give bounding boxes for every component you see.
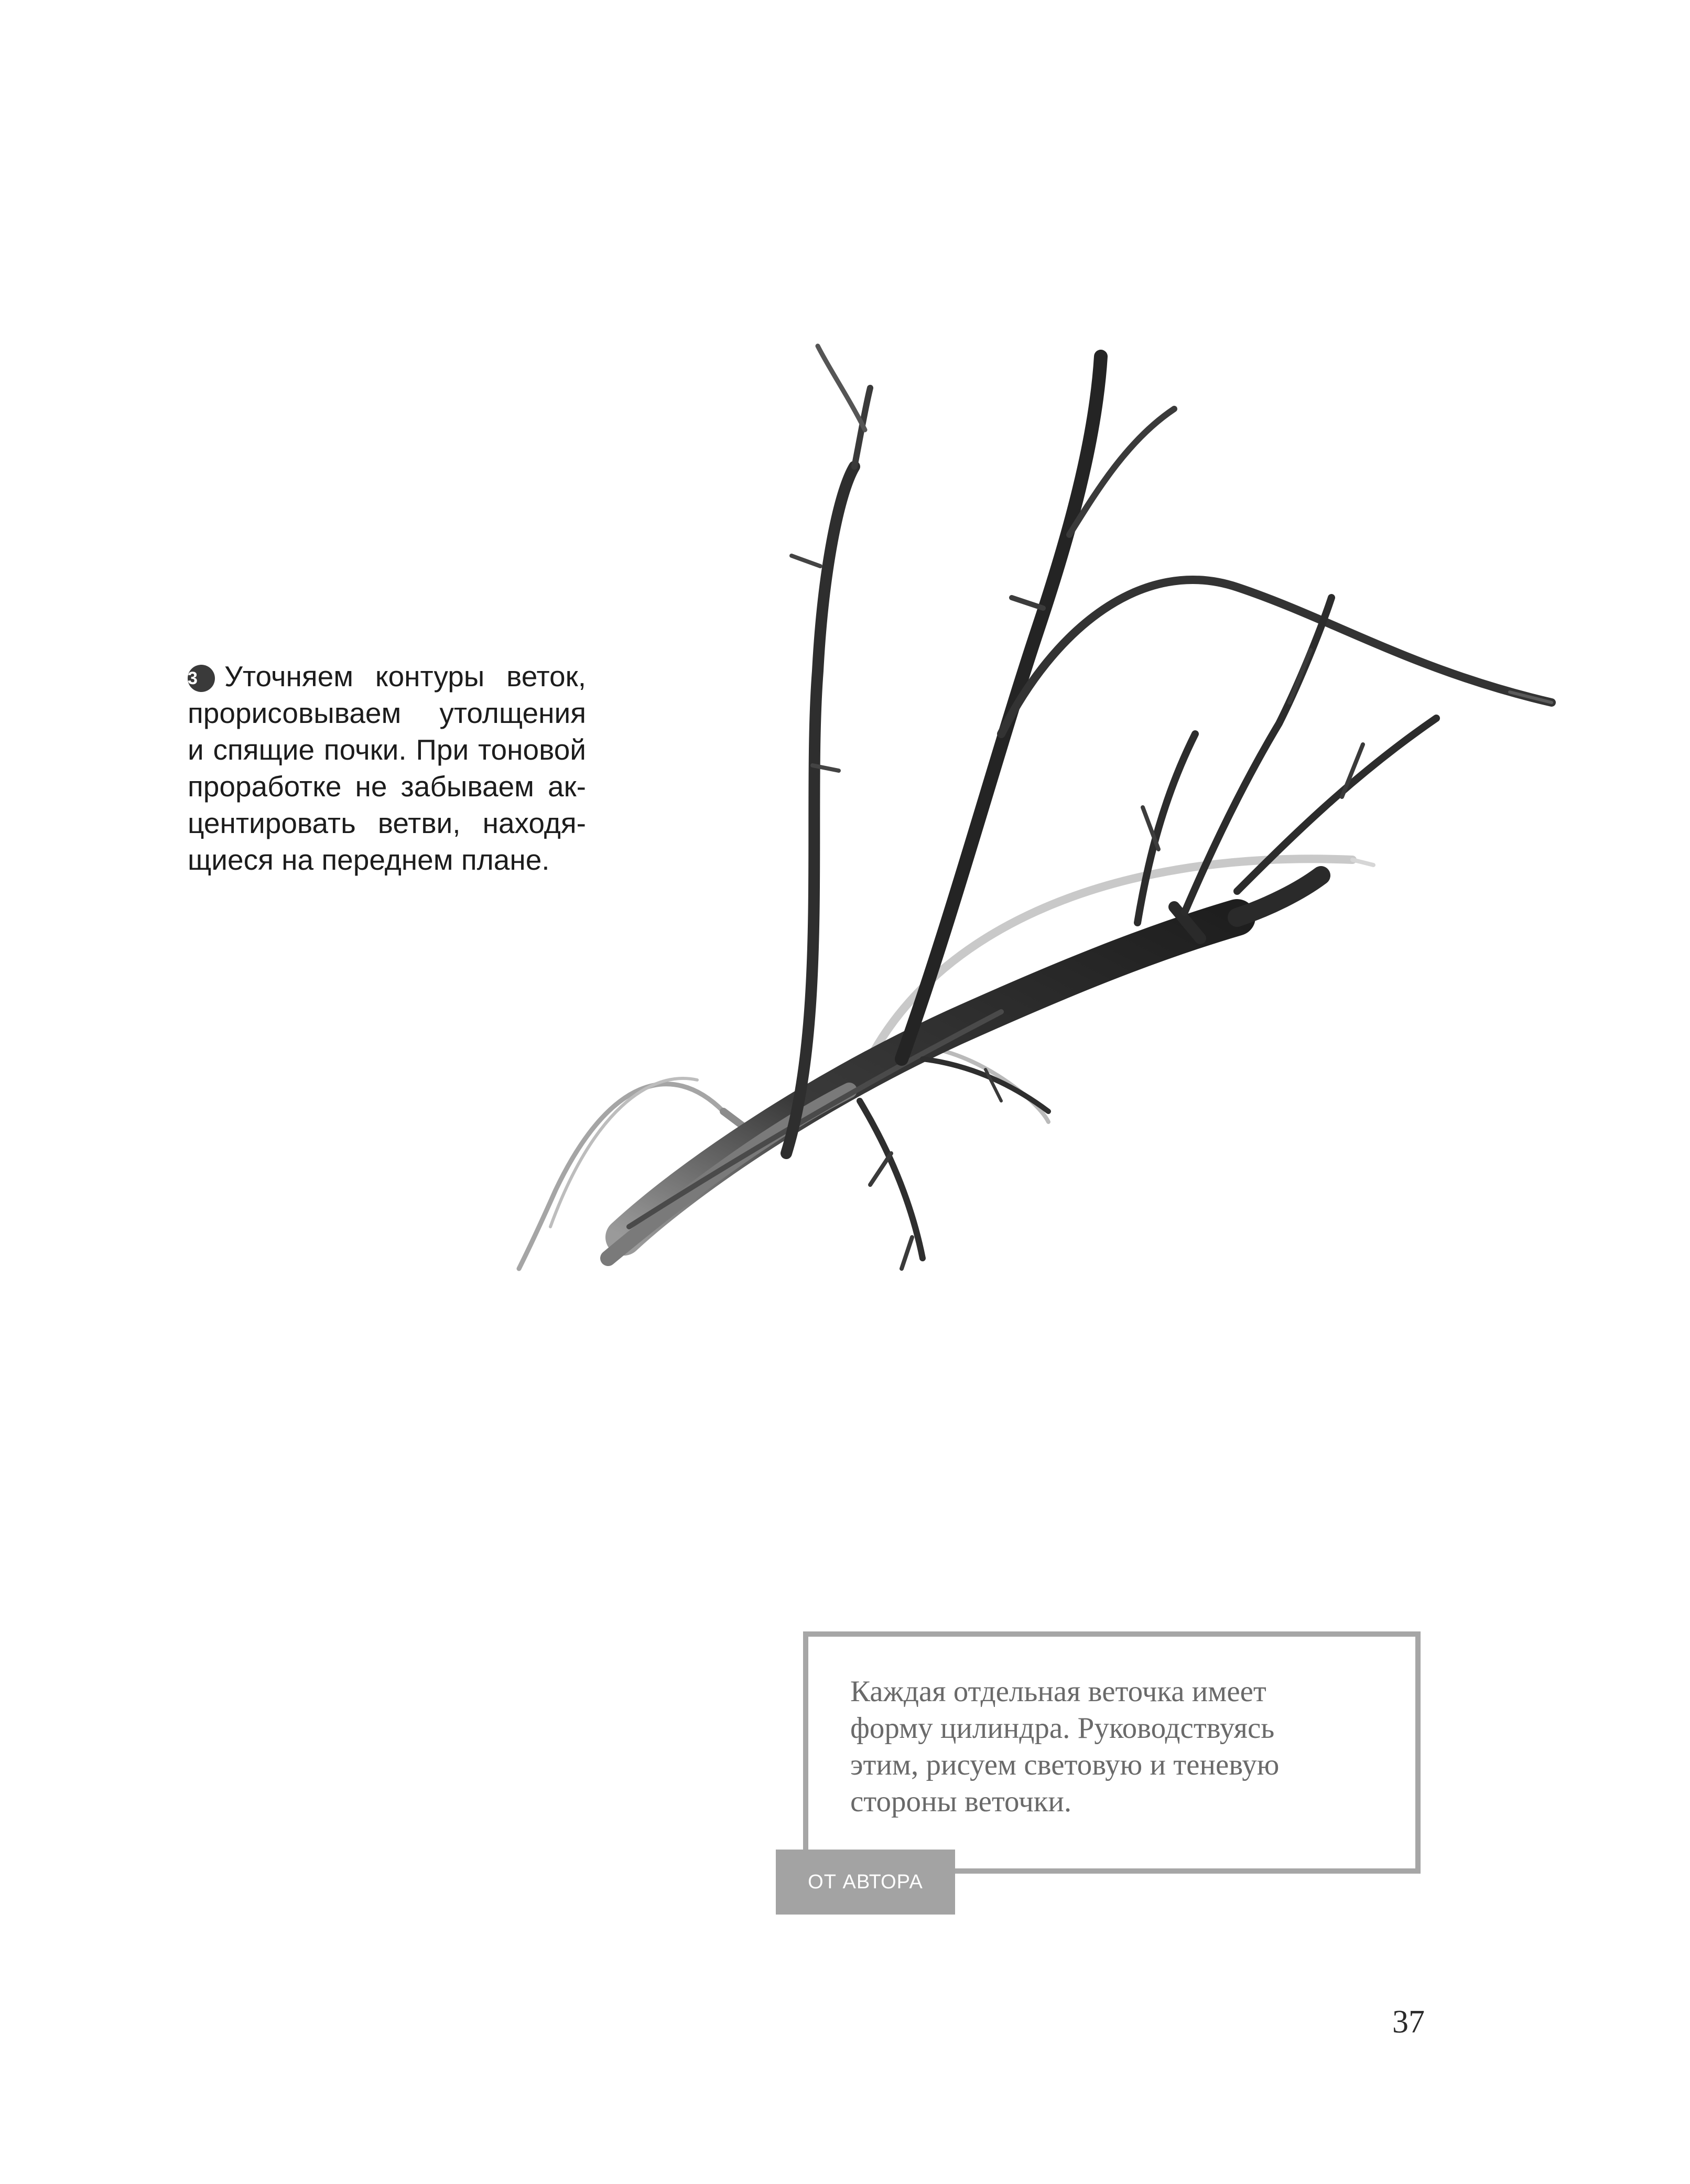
step-text-line-6: щиеся на переднем плане.	[188, 844, 550, 876]
author-note-line-3: этим, рисуем световую и теневую	[850, 1748, 1280, 1781]
author-note-line-4: стороны веточки.	[850, 1785, 1072, 1818]
author-note-label: ОТ АВТОРА	[776, 1850, 955, 1915]
tall-middle-branch	[902, 356, 1101, 1059]
page-number: 37	[1392, 2004, 1425, 2040]
tall-left-branch	[786, 467, 854, 1153]
upright-twig-2	[1185, 598, 1331, 912]
step-text-line-4: проработке не забываем ак-	[188, 770, 586, 803]
lower-twig	[860, 1101, 923, 1258]
author-note-box	[803, 1631, 1421, 1874]
author-note-line-1: Каждая отдельная веточка имеет	[850, 1675, 1266, 1708]
author-note-line-2: форму цилиндра. Руководствуясь	[850, 1712, 1275, 1745]
author-note-text	[850, 1673, 1395, 1820]
step-number-badge: 3	[188, 665, 215, 692]
step-text-line-5: центировать ветви, находя-	[188, 807, 586, 839]
step-text-line-1: Уточняем контуры веток,	[224, 660, 586, 693]
branch-drawing	[451, 336, 1562, 1290]
upright-twig-1	[1138, 734, 1195, 923]
step-text-line-2: прорисовываем утолщения	[188, 697, 586, 729]
arching-branch	[1001, 580, 1552, 734]
step-text-line-3: и спящие почки. При тоновой	[188, 733, 586, 766]
